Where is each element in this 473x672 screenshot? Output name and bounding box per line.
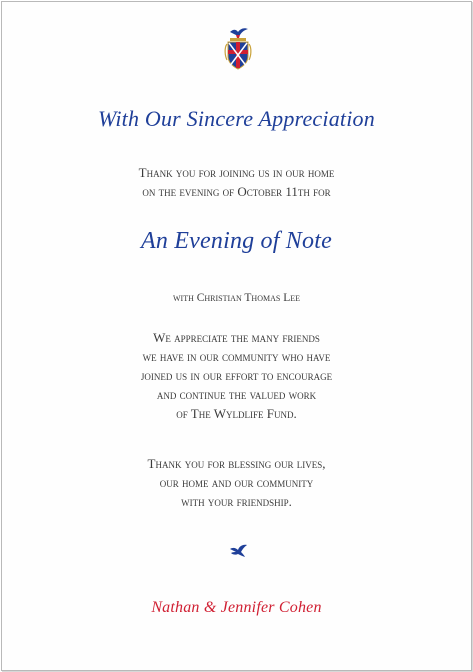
intro-line: Thank you for joining us in our home <box>138 165 335 180</box>
appreciation-line: joined us in our effort to encourage <box>140 368 333 383</box>
appreciation-paragraph <box>2 328 471 423</box>
blessing-paragraph <box>2 454 471 511</box>
appreciation-line: and continue the valued work <box>156 387 317 402</box>
thank-you-card <box>1 1 472 671</box>
appreciation-line: of The Wyldlife Fund. <box>176 406 297 421</box>
appreciation-line: We appreciate the many friends <box>153 330 320 345</box>
card-heading: With Our Sincere Appreciation <box>98 106 375 131</box>
blessing-line: with your friendship. <box>181 494 292 509</box>
blessing-line: Thank you for blessing our lives, <box>147 456 326 471</box>
appreciation-line: we have in our community who have <box>142 349 331 364</box>
blessing-line: our home and our community <box>159 475 314 490</box>
event-title: An Evening of Note <box>141 228 332 254</box>
intro-line: on the evening of October 11th for <box>142 184 331 199</box>
dove-ornament-icon <box>229 544 249 558</box>
intro-paragraph <box>2 163 471 201</box>
guest-line: with Christian Thomas Lee <box>172 292 301 304</box>
signature: Nathan & Jennifer Cohen <box>151 599 322 616</box>
heraldic-crest-icon <box>224 26 252 72</box>
